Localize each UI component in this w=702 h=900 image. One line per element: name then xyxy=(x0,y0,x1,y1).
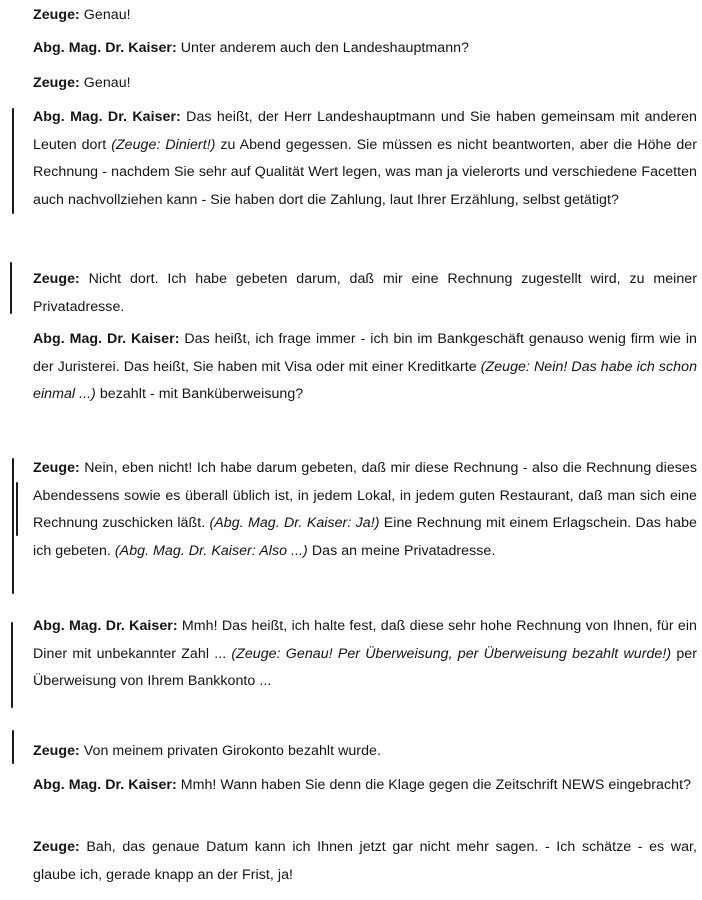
statement-text: Unter anderem auch den Landeshauptmann? xyxy=(176,40,470,56)
statement-text: Mmh! Das heißt, ich halte fest, daß diese sehr hohe Rechnung von Ihnen, für ein Diner mit unbekannter Zahl ... xyxy=(33,618,697,662)
speaker-label: Zeuge: xyxy=(33,75,80,91)
interjection-text: (Abg. Mag. Dr. Kaiser: Ja!) xyxy=(209,515,380,532)
margin-mark xyxy=(12,730,14,764)
speaker-label: Zeuge: xyxy=(33,271,80,287)
statement-text: Eine Rechnung mit einem Erlagschein. Das habe ich gebeten. xyxy=(33,515,697,559)
transcript-paragraph xyxy=(33,455,697,565)
transcript-paragraph xyxy=(33,104,697,214)
speaker-label: Abg. Mag. Dr. Kaiser: xyxy=(33,109,181,125)
statement-text: per Überweisung von Ihrem Bankkonto ... xyxy=(33,645,697,690)
transcript-paragraph xyxy=(33,738,697,766)
statement-text: Mmh! Wann haben Sie denn die Klage gegen die Zeitschrift NEWS eingebracht? xyxy=(176,777,692,793)
statement-text: Bah, das genaue Datum kann ich Ihnen jetzt gar nicht mehr sagen. - Ich schätze - es war, glaube ich, gerade knapp an der Frist, ja! xyxy=(33,839,697,883)
statement-text: Genau! xyxy=(79,75,131,91)
interjection-text: (Abg. Mag. Dr. Kaiser: Also ...) xyxy=(114,542,308,559)
statement-text: Das heißt, ich frage immer - ich bin im Bankgeschäft genauso wenig firm wie in der Juristerei. Das heißt, Sie haben mit Visa oder mit einer Kreditkarte xyxy=(33,331,698,375)
statement-text: Das heißt, der Herr Landeshauptmann und Sie haben gemeinsam mit anderen Leuten dort xyxy=(33,109,697,153)
transcript-paragraph xyxy=(33,613,697,696)
statement-text: bezahlt - mit Banküberweisung? xyxy=(95,386,304,403)
transcript-paragraph xyxy=(33,834,697,889)
statement-text: Genau! xyxy=(79,7,131,23)
interjection-text: (Zeuge: Nein! Das habe ich schon einmal ...) xyxy=(33,358,698,403)
margin-mark xyxy=(12,108,14,214)
statement-text: Von meinem privaten Girokonto bezahlt wurde. xyxy=(79,743,381,759)
transcript-paragraph xyxy=(33,326,697,409)
statement-text: zu Abend gegessen. Sie müssen es nicht beantworten, aber die Höhe der Rechnung - nachdem Sie sehr auf Qualität Wert legen, was man ja vielerorts und verschiedene Facetten auch nachvollziehen kann - Sie haben dort die Zahlung, laut Ihrer Erzählung, selbst getätigt? xyxy=(33,136,697,208)
speaker-label: Abg. Mag. Dr. Kaiser: xyxy=(33,777,177,793)
transcript-paragraph xyxy=(33,35,697,63)
margin-mark xyxy=(10,262,12,314)
speaker-label: Zeuge: xyxy=(33,839,80,855)
speaker-label: Abg. Mag. Dr. Kaiser: xyxy=(33,618,178,634)
statement-text: Nein, eben nicht! Ich habe darum gebeten, daß mir diese Rechnung - also die Rechnung dieses Abendessens sowie es überall üblich ist, in jedem Lokal, in jedem guten Restaurant, daß man sich eine Rechnung zuschicken läßt. xyxy=(33,460,697,532)
speaker-label: Zeuge: xyxy=(33,7,80,23)
transcript-paragraph xyxy=(33,70,697,98)
statement-text: Nicht dort. Ich habe gebeten darum, daß mir eine Rechnung zugestellt wird, zu meiner Privatadresse. xyxy=(33,271,697,315)
statement-text: Das an meine Privatadresse. xyxy=(307,542,496,559)
speaker-label: Abg. Mag. Dr. Kaiser: xyxy=(33,40,177,56)
transcript-paragraph xyxy=(33,772,697,800)
margin-mark xyxy=(16,482,18,536)
speaker-label: Zeuge: xyxy=(33,743,80,759)
interjection-text: (Zeuge: Genau! Per Überweisung, per Überweisung bezahlt wurde!) xyxy=(231,645,672,662)
interjection-text: (Zeuge: Diniert!) xyxy=(111,136,216,153)
speaker-label: Zeuge: xyxy=(33,460,80,476)
margin-mark xyxy=(11,622,13,708)
transcript-paragraph xyxy=(33,266,697,321)
margin-mark xyxy=(12,458,14,594)
transcript-paragraph xyxy=(33,2,697,30)
speaker-label: Abg. Mag. Dr. Kaiser: xyxy=(33,331,180,347)
